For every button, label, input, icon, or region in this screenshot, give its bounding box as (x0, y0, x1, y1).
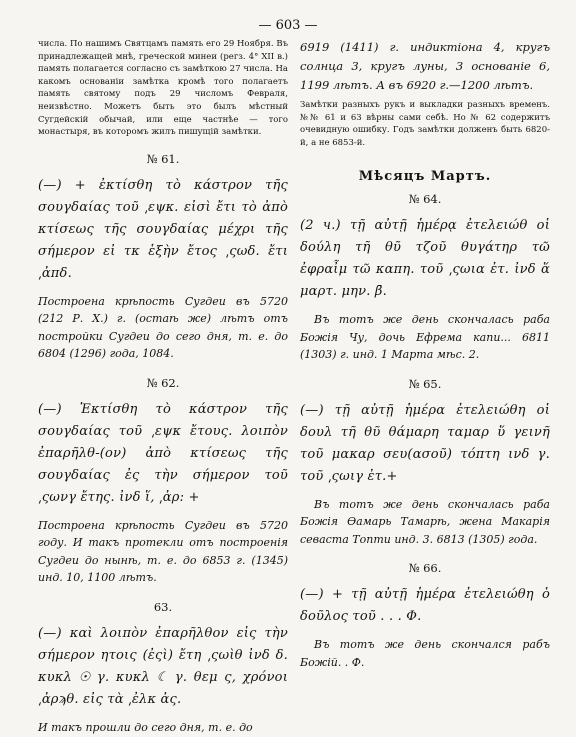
greek-inscription: (—) καὶ λοιπὸν ἐπαρῆλθον εἰς τὴν σήμερον ητοις (ἐςὶ) ἔτη ͵ςωὶθ ἰνδ δ. κυκλ ☉ γ. κυκλ ☾ γ. θεμ ς, χρόνοι ͵ἀρϡθ. εἰς τὰ ͵ἐλκ ἀς. (38, 625, 288, 707)
entry-title: № 61. (146, 151, 180, 166)
russian-translation: Въ тотъ же день скончался рабъ Божій. . Ф. (300, 638, 550, 669)
greek-inscription: (—) Ἐκτίσθη τὸ κάστρον τῆς σουγδαίας τοῦ ͵εψκ ἔτους. λοιπὸν ἐπαρῆλθ-(ον) ἀπὸ κτίσεως τῆς σουγδαίας ἐς τὴν σήμερον τοῦ ͵ςωνγ ἔτης. ἰνδ ἵ, ͵ἀρ: + (38, 401, 288, 505)
greek-inscription: (2 ч.) τῇ αὐτῇ ἡμέρᾳ ἐτελειώθ οἱ δούλη τῆ θῦ τζοῦ θυγάτηρ τῶ ἐφραἶμ τῶ καπη. τοῦ ͵ςωια ἐτ. ἰνδ ἅ μαρτ. μην. β̄. (300, 218, 550, 300)
entry-title: № 66. (408, 561, 442, 576)
entry-title: 63. (153, 599, 173, 614)
entry-title: № 64. (408, 192, 442, 207)
footnote-note: Замѣтки разныхъ рукъ и выкладки разныхъ временъ. №№ 61 и 63 вѣрны сами себѣ. Но № 62 содержитъ очевидную ошибку. Годъ замѣтки долженъ быть 6820-й, а не 6853-й. (300, 100, 550, 148)
russian-translation: Въ тотъ же день скончалась раба Божія Чу, дочь Ефрема капи... 6811 (1303) г. инд. 1 Марта мѣс. 2. (300, 313, 550, 362)
russian-translation: Въ тотъ же день скончалась раба Божія Ѳамарь Тамарѣ, жена Макарія севаста Топти инд. 3. 6813 (1305) года. (300, 497, 550, 546)
continuation-text: 6919 (1411) г. индиктіона 4, кругъ солнца 3, кругъ луны, 3 основаніе 6, 1199 лѣтъ. А въ 6920 г.—1200 лѣтъ. (300, 40, 550, 92)
entry-66 (300, 561, 550, 671)
greek-inscription: (—) τῇ αὐτῇ ἡμέρα ἐτελειώθη οἱ δουλ τῆ θῦ θάμαρη ταμαρ ὕ γεινῆ τοῦ μακαρ σευ(ασοῦ) τόπτη ινδ γ. τοῦ ͵ςωιγ ἐτ.+ (300, 402, 550, 484)
page-number: — 603 — (258, 18, 318, 33)
entry-61 (38, 152, 288, 363)
russian-translation: Построена крѣпость Сугдеи въ 5720 (212 Р. Х.) г. (остаѣ же) лѣтъ отъ постройки Сугдеи до сего дня, т. е. до 6804 (1296) года, 1084. (38, 294, 288, 361)
intro-paragraph: числа. По нашимъ Святцамъ память его 29 Ноября. Въ принадлежащей мнѣ, греческой минеи (регз. 4° XII в.) память полагается согласно съ замѣткою 27 числа. На какомъ основаніи замѣтка кромѣ того полагаетъ память святому подъ 29 числомъ Февраля, неизвѣстно. Можетъ быть это былъ мѣстный Сугдейскій обычай, или еще частнѣе — того монастыря, въ которомъ жилъ пишущій замѣтки. (38, 39, 288, 138)
greek-inscription: (—) + τῇ αὐτῇ ἡμέρα ἐτελειώθη ὁ δοῦλος τοῦ . . . Φ. (300, 587, 550, 625)
entry-title: № 65. (408, 376, 442, 391)
entry-63 (38, 600, 288, 737)
entry-62 (38, 376, 288, 587)
russian-translation: Построена крѣпость Сугдеи въ 5720 году. И такъ протекли отъ построенія Сугдеи до нынѣ, т. е. до 6853 г. (1345) инд. 10, 1100 лѣтъ. (38, 518, 288, 585)
entry-65 (300, 377, 550, 549)
entry-64 (300, 192, 550, 364)
month-heading: Мѣсяцъ Мартъ. (358, 169, 492, 185)
right-column (300, 38, 550, 671)
greek-inscription: (—) + ἐκτίσθη τὸ κάστρον τῆς σουγδαίας τοῦ ͵εψκ. εἰσὶ ἔτι τὸ ἀπὸ κτίσεως τῆς σουγδαίας μέχρι τῆς σήμερον εἰ τκ ἑξὴν ἔτος ͵ςωδ. ἔτι ͵ἀπδ. (38, 177, 288, 281)
russian-translation: И такъ прошли до сего дня, т. е. до (38, 720, 253, 734)
entry-title: № 62. (146, 375, 180, 390)
left-column (38, 38, 288, 736)
